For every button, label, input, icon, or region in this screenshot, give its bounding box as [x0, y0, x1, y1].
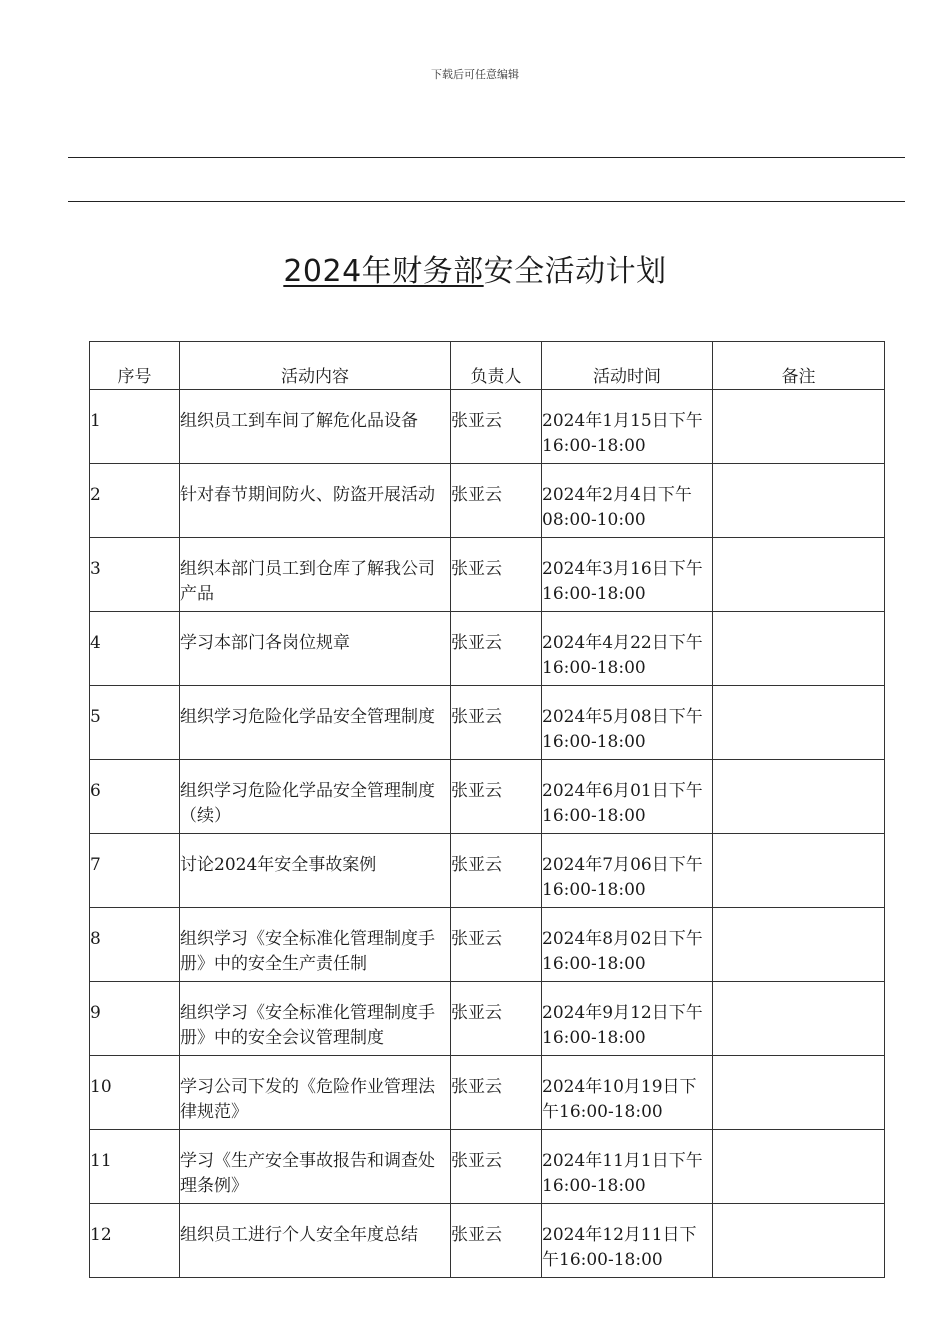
activity-content-cell	[180, 612, 451, 686]
row-number-cell	[90, 1056, 180, 1130]
activity-content-cell	[180, 1204, 451, 1278]
row-number: 4	[90, 633, 101, 653]
activity-content: 组织学习《安全标准化管理制度手册》中的安全生产责任制	[180, 929, 435, 974]
title-rest: 安全活动计划	[483, 254, 667, 289]
responsible-person-cell	[451, 464, 542, 538]
row-number: 10	[90, 1077, 112, 1097]
table-body	[90, 390, 885, 1278]
activity-time-cell	[542, 1130, 713, 1204]
row-number: 9	[90, 1003, 101, 1023]
activity-time: 2024年6月01日下午16:00-18:00	[542, 781, 703, 826]
row-number: 11	[90, 1151, 112, 1171]
activity-time-cell	[542, 612, 713, 686]
activity-content: 学习公司下发的《危险作业管理法律规范》	[180, 1077, 435, 1122]
activity-content: 组织学习《安全标准化管理制度手册》中的安全会议管理制度	[180, 1003, 435, 1048]
table-row	[90, 464, 885, 538]
header-note: 备注	[713, 342, 885, 390]
responsible-person: 张亚云	[451, 485, 502, 505]
remark-cell	[713, 464, 885, 538]
responsible-person: 张亚云	[451, 1151, 502, 1171]
header-no: 序号	[90, 342, 180, 390]
table-row	[90, 686, 885, 760]
title-underlined-part: 2024年财务部	[283, 254, 484, 289]
activity-time: 2024年11月1日下午16:00-18:00	[542, 1151, 703, 1196]
header-content: 活动内容	[180, 342, 451, 390]
row-number-cell	[90, 390, 180, 464]
responsible-person: 张亚云	[451, 855, 502, 875]
activity-content-cell	[180, 464, 451, 538]
responsible-person-cell	[451, 908, 542, 982]
responsible-person: 张亚云	[451, 1225, 502, 1245]
responsible-person-cell	[451, 1130, 542, 1204]
header-owner: 负责人	[451, 342, 542, 390]
responsible-person-cell	[451, 834, 542, 908]
responsible-person: 张亚云	[451, 1003, 502, 1023]
activity-content: 组织本部门员工到仓库了解我公司产品	[180, 559, 435, 604]
activity-content-cell	[180, 760, 451, 834]
activity-plan-table	[89, 341, 885, 1278]
activity-content: 学习本部门各岗位规章	[180, 633, 350, 653]
activity-time-cell	[542, 908, 713, 982]
responsible-person-cell	[451, 686, 542, 760]
remark-cell	[713, 390, 885, 464]
table-row	[90, 982, 885, 1056]
activity-time: 2024年9月12日下午16:00-18:00	[542, 1003, 703, 1048]
activity-time-cell	[542, 982, 713, 1056]
table-row	[90, 834, 885, 908]
activity-time-cell	[542, 1204, 713, 1278]
responsible-person: 张亚云	[451, 707, 502, 727]
activity-content: 组织员工进行个人安全年度总结	[180, 1225, 418, 1245]
table-row	[90, 760, 885, 834]
activity-content-cell	[180, 1130, 451, 1204]
remark-cell	[713, 982, 885, 1056]
responsible-person: 张亚云	[451, 1077, 502, 1097]
header-rule-bottom	[68, 201, 905, 202]
activity-content-cell	[180, 834, 451, 908]
remark-cell	[713, 612, 885, 686]
activity-time: 2024年7月06日下午16:00-18:00	[542, 855, 703, 900]
row-number: 5	[90, 707, 101, 727]
header-time: 活动时间	[542, 342, 713, 390]
table-row	[90, 612, 885, 686]
responsible-person: 张亚云	[451, 411, 502, 431]
activity-content: 讨论2024年安全事故案例	[180, 855, 377, 875]
activity-content: 组织员工到车间了解危化品设备	[180, 411, 418, 431]
responsible-person-cell	[451, 1056, 542, 1130]
activity-content-cell	[180, 982, 451, 1056]
responsible-person: 张亚云	[451, 559, 502, 579]
header-rule-top	[68, 157, 905, 158]
row-number: 3	[90, 559, 101, 579]
table-row	[90, 538, 885, 612]
activity-content-cell	[180, 390, 451, 464]
row-number: 6	[90, 781, 101, 801]
row-number: 7	[90, 855, 101, 875]
row-number: 2	[90, 485, 101, 505]
activity-time: 2024年1月15日下午16:00-18:00	[542, 411, 703, 456]
responsible-person: 张亚云	[451, 781, 502, 801]
responsible-person-cell	[451, 612, 542, 686]
remark-cell	[713, 1204, 885, 1278]
activity-content: 组织学习危险化学品安全管理制度	[180, 707, 435, 727]
table-row	[90, 1130, 885, 1204]
responsible-person-cell	[451, 982, 542, 1056]
row-number-cell	[90, 982, 180, 1056]
activity-time: 2024年10月19日下午16:00-18:00	[542, 1077, 697, 1122]
row-number: 8	[90, 929, 101, 949]
activity-time-cell	[542, 464, 713, 538]
activity-content-cell	[180, 908, 451, 982]
activity-time-cell	[542, 686, 713, 760]
row-number-cell	[90, 538, 180, 612]
activity-content-cell	[180, 1056, 451, 1130]
activity-time-cell	[542, 538, 713, 612]
activity-content-cell	[180, 686, 451, 760]
activity-time: 2024年2月4日下午08:00-10:00	[542, 485, 692, 530]
activity-content: 学习《生产安全事故报告和调查处理条例》	[180, 1151, 435, 1196]
activity-content: 针对春节期间防火、防盗开展活动	[180, 485, 435, 505]
activity-time: 2024年3月16日下午16:00-18:00	[542, 559, 703, 604]
responsible-person-cell	[451, 390, 542, 464]
remark-cell	[713, 834, 885, 908]
table-row	[90, 1204, 885, 1278]
activity-time: 2024年8月02日下午16:00-18:00	[542, 929, 703, 974]
row-number: 12	[90, 1225, 112, 1245]
activity-time-cell	[542, 390, 713, 464]
table-header-row	[90, 342, 885, 390]
row-number: 1	[90, 411, 101, 431]
row-number-cell	[90, 760, 180, 834]
remark-cell	[713, 538, 885, 612]
remark-cell	[713, 760, 885, 834]
activity-time: 2024年5月08日下午16:00-18:00	[542, 707, 703, 752]
activity-time: 2024年12月11日下午16:00-18:00	[542, 1225, 697, 1270]
row-number-cell	[90, 1204, 180, 1278]
header-note: 下载后可任意编辑	[431, 68, 519, 81]
responsible-person-cell	[451, 1204, 542, 1278]
activity-time-cell	[542, 834, 713, 908]
row-number-cell	[90, 686, 180, 760]
activity-content-cell	[180, 538, 451, 612]
table-row	[90, 908, 885, 982]
activity-time-cell	[542, 760, 713, 834]
remark-cell	[713, 908, 885, 982]
responsible-person-cell	[451, 538, 542, 612]
table-row	[90, 1056, 885, 1130]
page-title	[0, 246, 950, 290]
remark-cell	[713, 686, 885, 760]
row-number-cell	[90, 612, 180, 686]
row-number-cell	[90, 464, 180, 538]
row-number-cell	[90, 908, 180, 982]
row-number-cell	[90, 834, 180, 908]
table-row	[90, 390, 885, 464]
responsible-person: 张亚云	[451, 633, 502, 653]
remark-cell	[713, 1056, 885, 1130]
activity-content: 组织学习危险化学品安全管理制度（续）	[180, 781, 435, 826]
remark-cell	[713, 1130, 885, 1204]
activity-time-cell	[542, 1056, 713, 1130]
activity-time: 2024年4月22日下午16:00-18:00	[542, 633, 703, 678]
row-number-cell	[90, 1130, 180, 1204]
responsible-person: 张亚云	[451, 929, 502, 949]
responsible-person-cell	[451, 760, 542, 834]
